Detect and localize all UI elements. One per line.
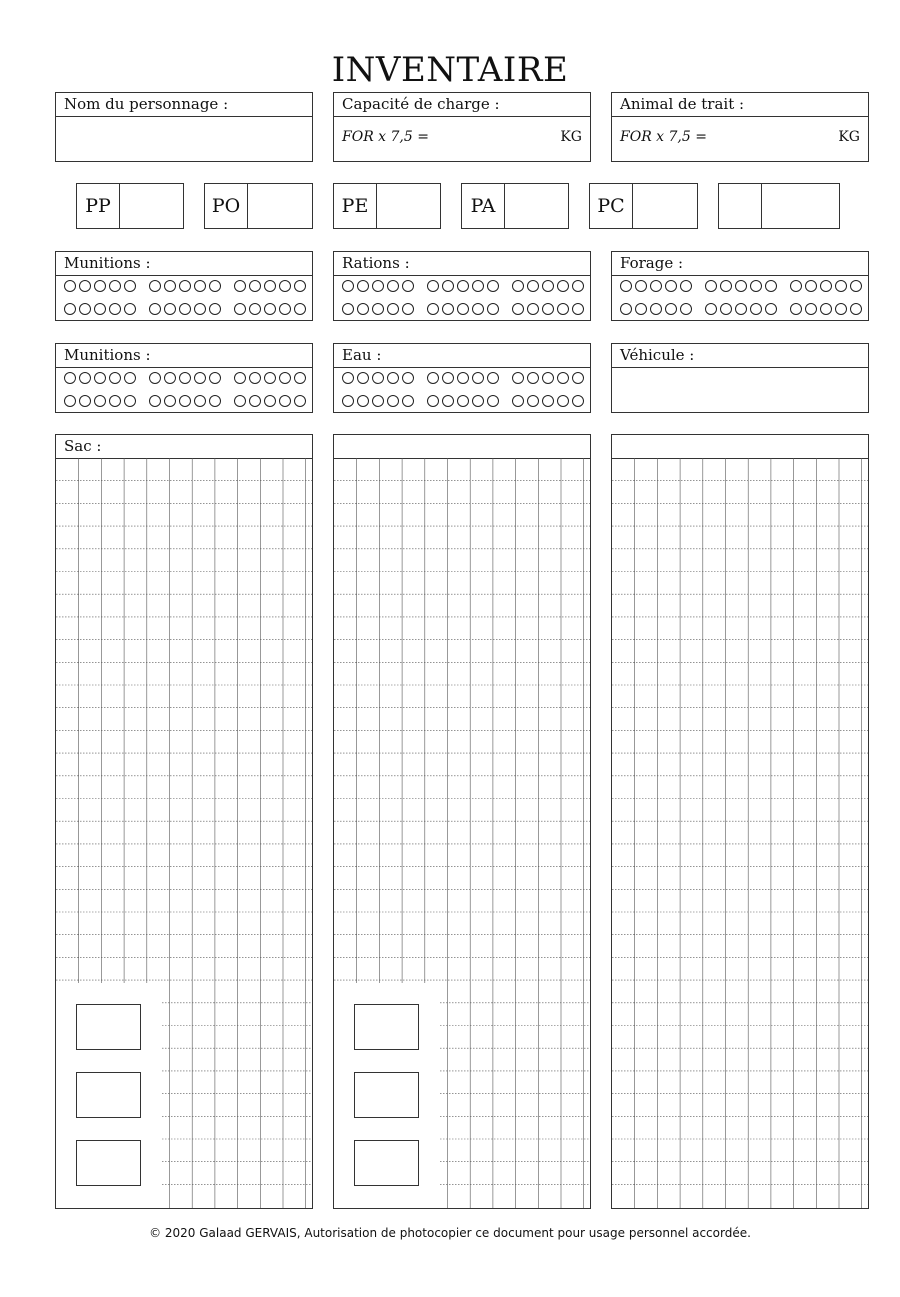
tracker-circle[interactable] — [512, 395, 524, 407]
tracker-circle[interactable] — [572, 280, 584, 292]
currency-pe-label: PE — [334, 184, 377, 228]
bag-small-box[interactable] — [354, 1140, 419, 1186]
circle-group — [342, 372, 414, 384]
tracker-circle[interactable] — [620, 280, 632, 292]
tracker-circle[interactable] — [79, 280, 91, 292]
tracker-circle[interactable] — [294, 303, 306, 315]
tracker-circle[interactable] — [472, 303, 484, 315]
tracker-circle[interactable] — [387, 303, 399, 315]
tracker-circle[interactable] — [209, 303, 221, 315]
tracker-circle[interactable] — [109, 280, 121, 292]
tracker-circle[interactable] — [109, 303, 121, 315]
circle-group — [149, 372, 221, 384]
ammo-label-2: Munitions : — [56, 344, 312, 368]
tracker-circle[interactable] — [279, 372, 291, 384]
tracker-circle[interactable] — [357, 395, 369, 407]
tracker-circle[interactable] — [209, 280, 221, 292]
circle-group — [234, 303, 306, 315]
tracker-circle[interactable] — [64, 395, 76, 407]
tracker-circle[interactable] — [665, 303, 677, 315]
circle-group — [64, 395, 136, 407]
tracker-circle[interactable] — [472, 280, 484, 292]
water-tracker[interactable] — [333, 343, 591, 413]
tracker-circle[interactable] — [835, 280, 847, 292]
tracker-circle[interactable] — [94, 372, 106, 384]
circle-group — [790, 303, 862, 315]
tracker-circle[interactable] — [850, 303, 862, 315]
circle-group — [705, 303, 777, 315]
copyright-footer: © 2020 Galaad GERVAIS, Autorisation de photocopier ce document pour usage personnel accordée. — [149, 1226, 751, 1240]
tracker-circle[interactable] — [850, 280, 862, 292]
currency-po-label: PO — [205, 184, 248, 228]
rations-label: Rations : — [334, 252, 590, 276]
tracker-circle[interactable] — [765, 280, 777, 292]
tracker-circle[interactable] — [572, 303, 584, 315]
circle-row — [64, 372, 306, 384]
tracker-circle[interactable] — [720, 303, 732, 315]
tracker-circle[interactable] — [680, 280, 692, 292]
tracker-circle[interactable] — [572, 372, 584, 384]
character-name-label: Nom du personnage : — [56, 93, 312, 117]
tracker-circle[interactable] — [387, 395, 399, 407]
circle-row — [342, 303, 584, 315]
circle-group — [512, 395, 584, 407]
tracker-circle[interactable] — [457, 395, 469, 407]
tracker-circle[interactable] — [294, 372, 306, 384]
tracker-circle[interactable] — [572, 395, 584, 407]
tracker-circle[interactable] — [249, 372, 261, 384]
tracker-circle[interactable] — [442, 303, 454, 315]
carry-capacity-box[interactable] — [333, 92, 591, 162]
circle-group — [234, 280, 306, 292]
bag-label-3 — [612, 435, 868, 459]
currency-pc-box[interactable] — [589, 183, 698, 229]
tracker-circle[interactable] — [427, 372, 439, 384]
tracker-circle[interactable] — [402, 303, 414, 315]
tracker-circle[interactable] — [635, 280, 647, 292]
currency-po-box[interactable] — [204, 183, 313, 229]
tracker-circle[interactable] — [149, 303, 161, 315]
tracker-circle[interactable] — [820, 303, 832, 315]
tracker-circle[interactable] — [790, 303, 802, 315]
tracker-circle[interactable] — [512, 303, 524, 315]
circle-group — [427, 395, 499, 407]
tracker-circle[interactable] — [750, 303, 762, 315]
tracker-circle[interactable] — [124, 303, 136, 315]
tracker-circle[interactable] — [194, 280, 206, 292]
tracker-circle[interactable] — [94, 280, 106, 292]
tracker-circle[interactable] — [149, 372, 161, 384]
pack-animal-unit: KG — [838, 129, 860, 145]
tracker-circle[interactable] — [527, 280, 539, 292]
tracker-circle[interactable] — [372, 372, 384, 384]
tracker-circle[interactable] — [149, 395, 161, 407]
tracker-circle[interactable] — [249, 280, 261, 292]
tracker-circle[interactable] — [179, 395, 191, 407]
tracker-circle[interactable] — [750, 280, 762, 292]
character-name-box[interactable] — [55, 92, 313, 162]
circle-group — [234, 395, 306, 407]
bag-small-box[interactable] — [76, 1072, 141, 1118]
circle-group — [427, 372, 499, 384]
circle-group — [620, 280, 692, 292]
circle-row — [620, 280, 862, 292]
tracker-circle[interactable] — [194, 372, 206, 384]
tracker-circle[interactable] — [650, 280, 662, 292]
circle-row — [64, 303, 306, 315]
tracker-circle[interactable] — [820, 280, 832, 292]
carry-capacity-unit: KG — [560, 129, 582, 145]
bag-small-box[interactable] — [354, 1004, 419, 1050]
tracker-circle[interactable] — [64, 372, 76, 384]
bag-small-box[interactable] — [354, 1072, 419, 1118]
currency-pa-box[interactable] — [461, 183, 569, 229]
tracker-circle[interactable] — [790, 280, 802, 292]
tracker-circle[interactable] — [164, 372, 176, 384]
tracker-circle[interactable] — [512, 372, 524, 384]
tracker-circle[interactable] — [264, 395, 276, 407]
tracker-circle[interactable] — [487, 372, 499, 384]
ammo-tracker-2[interactable] — [55, 343, 313, 413]
forage-tracker[interactable] — [611, 251, 869, 321]
tracker-circle[interactable] — [542, 372, 554, 384]
tracker-circle[interactable] — [124, 395, 136, 407]
bag-label-1: Sac : — [56, 435, 312, 459]
tracker-circle[interactable] — [402, 280, 414, 292]
bag-grid-lines — [612, 458, 868, 1208]
tracker-circle[interactable] — [194, 395, 206, 407]
pack-animal-formula: FOR x 7,5 = — [620, 129, 707, 145]
tracker-circle[interactable] — [164, 280, 176, 292]
tracker-circle[interactable] — [209, 395, 221, 407]
tracker-circle[interactable] — [620, 303, 632, 315]
ammo-tracker-1[interactable] — [55, 251, 313, 321]
vehicle-box[interactable] — [611, 343, 869, 413]
tracker-circle[interactable] — [705, 280, 717, 292]
circle-row — [342, 280, 584, 292]
rations-tracker[interactable] — [333, 251, 591, 321]
tracker-circle[interactable] — [527, 395, 539, 407]
tracker-circle[interactable] — [735, 303, 747, 315]
tracker-circle[interactable] — [294, 280, 306, 292]
tracker-circle[interactable] — [542, 303, 554, 315]
tracker-circle[interactable] — [109, 395, 121, 407]
tracker-circle[interactable] — [487, 280, 499, 292]
circle-row — [342, 395, 584, 407]
page-title: INVENTAIRE — [331, 50, 569, 90]
tracker-circle[interactable] — [527, 303, 539, 315]
carry-capacity-formula: FOR x 7,5 = — [342, 129, 429, 145]
tracker-circle[interactable] — [512, 280, 524, 292]
tracker-circle[interactable] — [294, 395, 306, 407]
tracker-circle[interactable] — [557, 395, 569, 407]
tracker-circle[interactable] — [805, 303, 817, 315]
circle-group — [149, 280, 221, 292]
tracker-circle[interactable] — [179, 280, 191, 292]
tracker-circle[interactable] — [234, 303, 246, 315]
tracker-circle[interactable] — [342, 395, 354, 407]
tracker-circle[interactable] — [164, 303, 176, 315]
tracker-circle[interactable] — [457, 280, 469, 292]
tracker-circle[interactable] — [457, 303, 469, 315]
tracker-circle[interactable] — [64, 303, 76, 315]
tracker-circle[interactable] — [835, 303, 847, 315]
tracker-circle[interactable] — [635, 303, 647, 315]
circle-group — [512, 372, 584, 384]
pack-animal-label: Animal de trait : — [612, 93, 868, 117]
tracker-circle[interactable] — [487, 303, 499, 315]
circle-row — [342, 372, 584, 384]
tracker-circle[interactable] — [557, 280, 569, 292]
tracker-circle[interactable] — [79, 303, 91, 315]
ammo-label-1: Munitions : — [56, 252, 312, 276]
tracker-circle[interactable] — [542, 280, 554, 292]
tracker-circle[interactable] — [342, 280, 354, 292]
circle-group — [149, 303, 221, 315]
tracker-circle[interactable] — [442, 280, 454, 292]
tracker-circle[interactable] — [64, 280, 76, 292]
tracker-circle[interactable] — [179, 372, 191, 384]
carry-capacity-label: Capacité de charge : — [334, 93, 590, 117]
circle-group — [427, 303, 499, 315]
tracker-circle[interactable] — [472, 372, 484, 384]
tracker-circle[interactable] — [249, 395, 261, 407]
tracker-circle[interactable] — [765, 303, 777, 315]
currency-extra-label — [719, 184, 762, 228]
tracker-circle[interactable] — [442, 395, 454, 407]
tracker-circle[interactable] — [234, 280, 246, 292]
circle-group — [64, 303, 136, 315]
tracker-circle[interactable] — [372, 280, 384, 292]
tracker-circle[interactable] — [264, 280, 276, 292]
circle-group — [64, 280, 136, 292]
bag-label-2 — [334, 435, 590, 459]
tracker-circle[interactable] — [79, 372, 91, 384]
currency-pp-label: PP — [77, 184, 120, 228]
circle-group — [64, 372, 136, 384]
tracker-circle[interactable] — [357, 280, 369, 292]
tracker-circle[interactable] — [357, 303, 369, 315]
tracker-circle[interactable] — [179, 303, 191, 315]
circle-group — [512, 280, 584, 292]
tracker-circle[interactable] — [372, 303, 384, 315]
tracker-circle[interactable] — [402, 395, 414, 407]
pack-animal-box[interactable] — [611, 92, 869, 162]
bag-column-2[interactable] — [333, 434, 591, 1209]
water-label: Eau : — [334, 344, 590, 368]
currency-pc-label: PC — [590, 184, 633, 228]
tracker-circle[interactable] — [264, 372, 276, 384]
tracker-circle[interactable] — [472, 395, 484, 407]
bag-small-box[interactable] — [76, 1004, 141, 1050]
tracker-circle[interactable] — [209, 372, 221, 384]
circle-group — [512, 303, 584, 315]
tracker-circle[interactable] — [279, 303, 291, 315]
tracker-circle[interactable] — [735, 280, 747, 292]
tracker-circle[interactable] — [387, 280, 399, 292]
tracker-circle[interactable] — [149, 280, 161, 292]
tracker-circle[interactable] — [650, 303, 662, 315]
tracker-circle[interactable] — [427, 303, 439, 315]
circle-row — [64, 395, 306, 407]
bag-grid-3[interactable] — [612, 458, 868, 1208]
tracker-circle[interactable] — [234, 395, 246, 407]
currency-extra-box[interactable] — [718, 183, 840, 229]
tracker-circle[interactable] — [705, 303, 717, 315]
tracker-circle[interactable] — [805, 280, 817, 292]
tracker-circle[interactable] — [79, 395, 91, 407]
tracker-circle[interactable] — [387, 372, 399, 384]
tracker-circle[interactable] — [557, 372, 569, 384]
circle-group — [427, 280, 499, 292]
tracker-circle[interactable] — [527, 372, 539, 384]
tracker-circle[interactable] — [342, 372, 354, 384]
tracker-circle[interactable] — [402, 372, 414, 384]
tracker-circle[interactable] — [94, 395, 106, 407]
tracker-circle[interactable] — [94, 303, 106, 315]
circle-group — [342, 303, 414, 315]
tracker-circle[interactable] — [427, 395, 439, 407]
tracker-circle[interactable] — [680, 303, 692, 315]
tracker-circle[interactable] — [279, 280, 291, 292]
tracker-circle[interactable] — [542, 395, 554, 407]
circle-group — [790, 280, 862, 292]
tracker-circle[interactable] — [124, 280, 136, 292]
tracker-circle[interactable] — [427, 280, 439, 292]
tracker-circle[interactable] — [557, 303, 569, 315]
tracker-circle[interactable] — [442, 372, 454, 384]
tracker-circle[interactable] — [279, 395, 291, 407]
circle-group — [149, 395, 221, 407]
circle-group — [342, 280, 414, 292]
bag-small-box[interactable] — [76, 1140, 141, 1186]
tracker-circle[interactable] — [665, 280, 677, 292]
tracker-circle[interactable] — [342, 303, 354, 315]
tracker-circle[interactable] — [124, 372, 136, 384]
circle-row — [620, 303, 862, 315]
tracker-circle[interactable] — [372, 395, 384, 407]
vehicle-label: Véhicule : — [612, 344, 868, 368]
tracker-circle[interactable] — [264, 303, 276, 315]
tracker-circle[interactable] — [194, 303, 206, 315]
circle-group — [705, 280, 777, 292]
circle-row — [64, 280, 306, 292]
forage-label: Forage : — [612, 252, 868, 276]
circle-group — [620, 303, 692, 315]
tracker-circle[interactable] — [234, 372, 246, 384]
bag-column-3[interactable] — [611, 434, 869, 1209]
tracker-circle[interactable] — [487, 395, 499, 407]
circle-group — [234, 372, 306, 384]
tracker-circle[interactable] — [457, 372, 469, 384]
tracker-circle[interactable] — [164, 395, 176, 407]
bag-column-1[interactable] — [55, 434, 313, 1209]
currency-pa-label: PA — [462, 184, 505, 228]
currency-pe-box[interactable] — [333, 183, 441, 229]
tracker-circle[interactable] — [357, 372, 369, 384]
tracker-circle[interactable] — [249, 303, 261, 315]
tracker-circle[interactable] — [109, 372, 121, 384]
tracker-circle[interactable] — [720, 280, 732, 292]
currency-pp-box[interactable] — [76, 183, 184, 229]
circle-group — [342, 395, 414, 407]
